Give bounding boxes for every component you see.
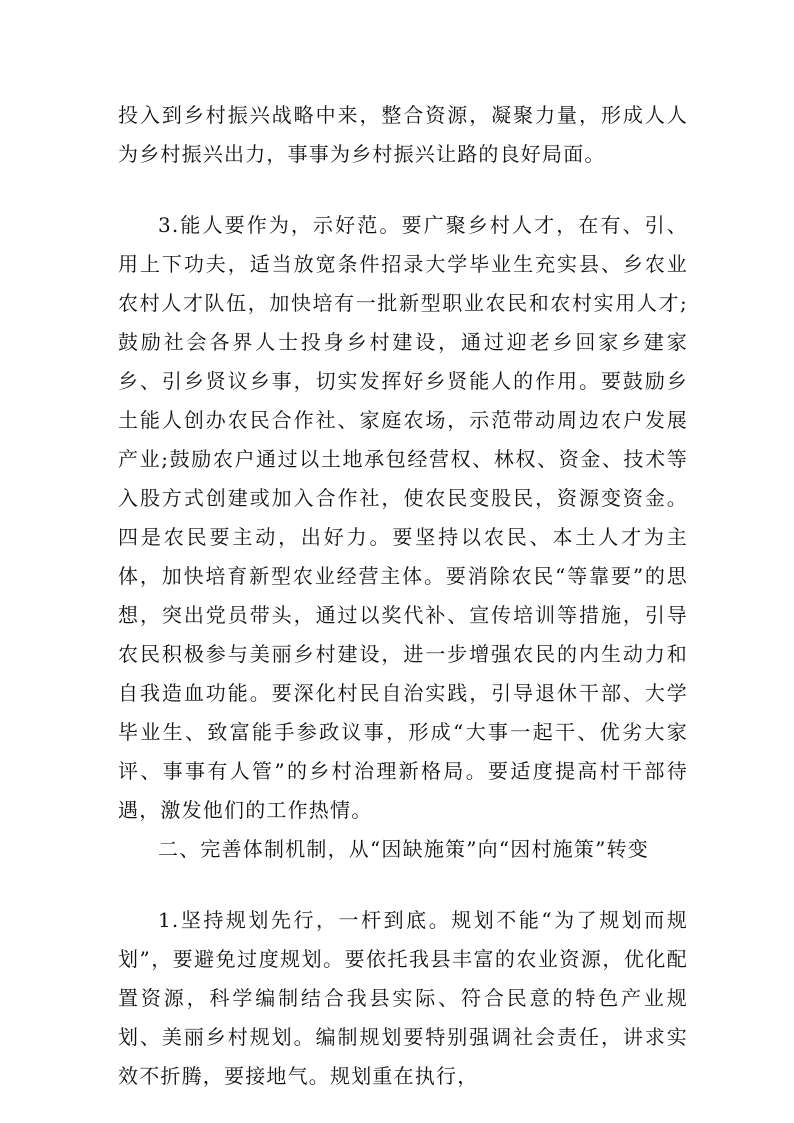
paragraph-talent-section: 3.能人要作为，示好范。要广聚乡村人才，在有、引、用上下功夫，适当放宽条件招录大学毕业生充实县、乡农业农村人才队伍，加快培有一批新型职业农民和农村实用人才;鼓励社会各界人士投身乡村建设，通过迎老乡回家乡建家乡、引乡贤议乡事，切实发挥好乡贤能人的作用。要鼓励乡土能人创办农民合作社、家庭农场，示范带动周边农户发展产业;鼓励农户通过以土地承包经营权、林权、资金、技术等入股方式创建或加入合作社，使农民变股民，资源变资金。四是农民要主动，出好力。要坚持以农民、本土人才为主体，加快培育新型农业经营主体。要消除农民“等靠要”的思想，突出党员带头，通过以奖代补、宣传培训等措施，引导农民积极参与美丽乡村建设，进一步增强农民的内生动力和自我造血功能。要深化村民自治实践，引导退休干部、大学毕业生、致富能手参政议事，形成“大事一起干、优劣大家评、事事有人管”的乡村治理新格局。要适度提高村干部待遇，激发他们的工作热情。 [118,213,688,822]
document-body [118,96,688,1096]
paragraph-continuation: 投入到乡村振兴战略中来，整合资源，凝聚力量，形成人人为乡村振兴出力，事事为乡村振兴让路的良好局面。 [118,103,688,166]
section-heading: 二、完善体制机制，从“因缺施策”向“因村施策”转变 [158,837,649,861]
paragraph-planning: 1.坚持规划先行，一杆到底。规划不能“为了规划而规划”，要避免过度规划。要依托我县丰富的农业资源，优化配置资源，科学编制结合我县实际、符合民意的特色产业规划、美丽乡村规划。编制规划要特别强调社会责任，讲求实效不折腾，要接地气。规划重在执行， [118,908,688,1088]
